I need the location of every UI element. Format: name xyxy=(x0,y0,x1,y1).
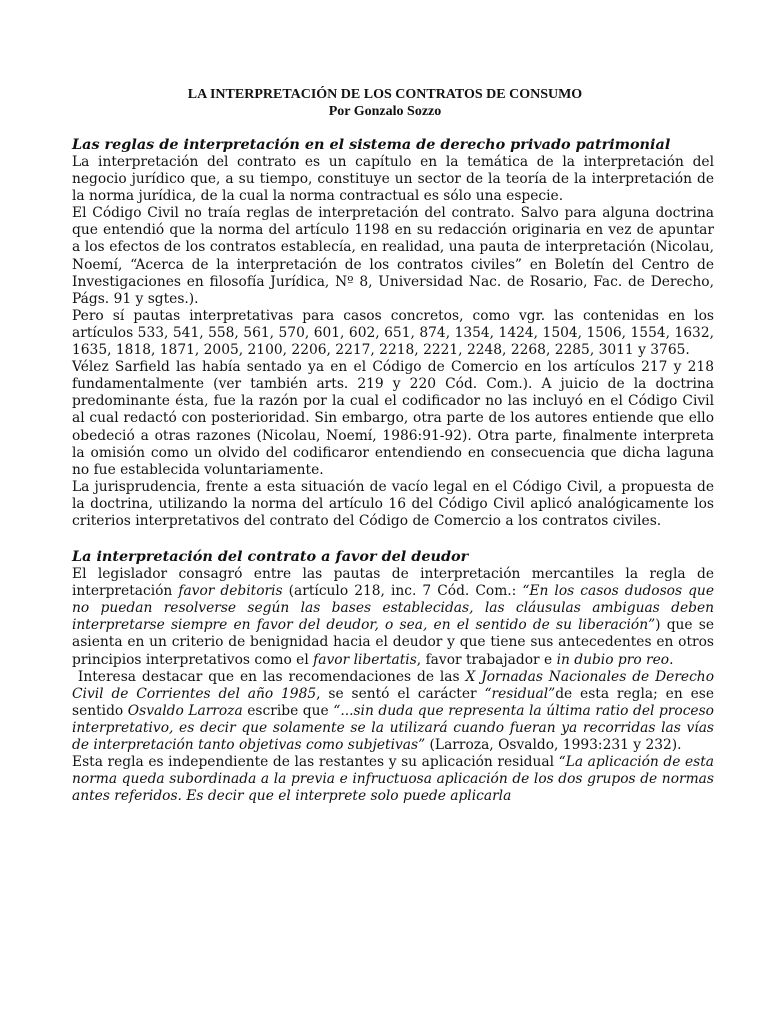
text-run: escribe que xyxy=(242,702,334,719)
italic-quote: “...sin duda que representa la última ratio del proceso interpretativo, es decir que solamente se la utilizará cuando fueran ya recorridas las vías de interpretación tanto objetivas como subjetivas” xyxy=(72,702,714,753)
paragraph: El Código Civil no traía reglas de interpretación del contrato. Salvo para alguna doctrina que entendió que la norma del artículo 1198 en su redacción originaria en vez de apuntar a los efectos de los contratos establecía, en realidad, una pauta de interpretación (Nicolau, Noemí, “Acerca de la interpretación de los contratos civiles” en Boletín del Centro de Investigaciones en filosofía Jurídica, Nº 8, Universidad Nac. de Rosario, Fac. de Derecho, Págs. 91 y sgtes.). xyxy=(72,205,714,307)
section-spacer xyxy=(72,530,714,548)
paragraph xyxy=(72,566,714,669)
paragraph xyxy=(72,754,714,805)
text-run: . xyxy=(669,651,674,668)
paragraph: Vélez Sarfield las había sentado ya en el Código de Comercio en los artículos 217 y 218 fundamentalmente (ver también arts. 219 y 220 Cód. Com.). A juicio de la doctrina predominante ésta, fue la razón por la cual el codificador no las incluyó en el Código Civil al cual redactó con posterioridad. Sin embargo, otra parte de los autores entiende que ello obedeció a otras razones (Nicolau, Noemí, 1986:91-92). Otra parte, finalmente interpreta la omisión como un olvido del codificaror entendiendo en consecuencia que dicha laguna no fue establecida voluntariamente. xyxy=(72,359,714,478)
document-header xyxy=(60,86,710,120)
italic-text: favor debitoris xyxy=(178,583,283,600)
text-run: , se sentó el carácter xyxy=(316,685,485,702)
italic-quote: “En los casos dudosos que no puedan resolverse según las bases establecidas, las cláusulas ambiguas deben interpretarse siempre en favor del deudor, o sea, en el sentido de su liberación” xyxy=(72,583,714,634)
document-body xyxy=(72,136,714,805)
text-run: (artículo 218, inc. 7 Cód. Com.: xyxy=(282,583,523,600)
text-run: Esta regla es independiente de las restantes y su aplicación residual xyxy=(72,754,559,771)
italic-text: in dubio pro reo xyxy=(556,651,670,668)
text-run: (Larroza, Osvaldo, 1993:231 y 232). xyxy=(425,737,682,753)
paragraph: Pero sí pautas interpretativas para casos concretos, como vgr. las contenidas en los artículos 533, 541, 558, 561, 570, 601, 602, 651, 874, 1354, 1424, 1504, 1506, 1554, 1632, 1635, 1818, 1871, 2005, 2100, 2206, 2217, 2218, 2221, 2248, 2268, 2285, 3011 y 3765. xyxy=(72,307,714,359)
italic-text: favor libertatis xyxy=(313,651,417,668)
text-run: de esta regla; en ese sentido xyxy=(72,685,714,719)
italic-text: “residual” xyxy=(484,685,556,702)
italic-text: Osvaldo Larroza xyxy=(127,702,243,719)
text-run: El legislador consagró entre las pautas de interpretación mercantiles la regla de interpretación xyxy=(72,566,714,600)
document-title: LA INTERPRETACIÓN DE LOS CONTRATOS DE CONSUMO xyxy=(187,87,583,102)
text-run: Interesa destacar que en las recomendaciones de las xyxy=(77,668,466,685)
italic-quote: “La aplicación de esta norma queda subordinada a la previa e infructuosa aplicación de los dos grupos de normas antes referidos. Es decir que el interprete solo puede aplicarla xyxy=(72,754,714,805)
paragraph xyxy=(72,669,714,754)
section-heading-reglas: Las reglas de interpretación en el sistema de derecho privado patrimonial xyxy=(72,136,671,153)
text-run: ) que se asienta en un criterio de benignidad hacia el deudor y que tiene sus antecedentes en otros principios interpretativos como el xyxy=(72,617,714,668)
paragraph: La jurisprudencia, frente a esta situación de vacío legal en el Código Civil, a propuesta de la doctrina, utilizando la norma del artículo 16 del Código Civil aplicó analógicamente los criterios interpretativos del contrato del Código de Comercio a los contratos civiles. xyxy=(72,478,714,529)
document-author: Por Gonzalo Sozzo xyxy=(328,104,442,119)
italic-text: X Jornadas Nacionales de Derecho Civil de Corrientes del año 1985 xyxy=(72,668,714,702)
text-run: , favor trabajador e xyxy=(416,651,557,668)
paragraph: La interpretación del contrato es un capítulo en la temática de la interpretación del negocio jurídico que, a su tiempo, constituye un sector de la teoría de la interpretación de la norma jurídica, de la cual la norma contractual es sólo una especie. xyxy=(72,154,714,205)
section-heading-favor-deudor: La interpretación del contrato a favor del deudor xyxy=(72,548,469,566)
